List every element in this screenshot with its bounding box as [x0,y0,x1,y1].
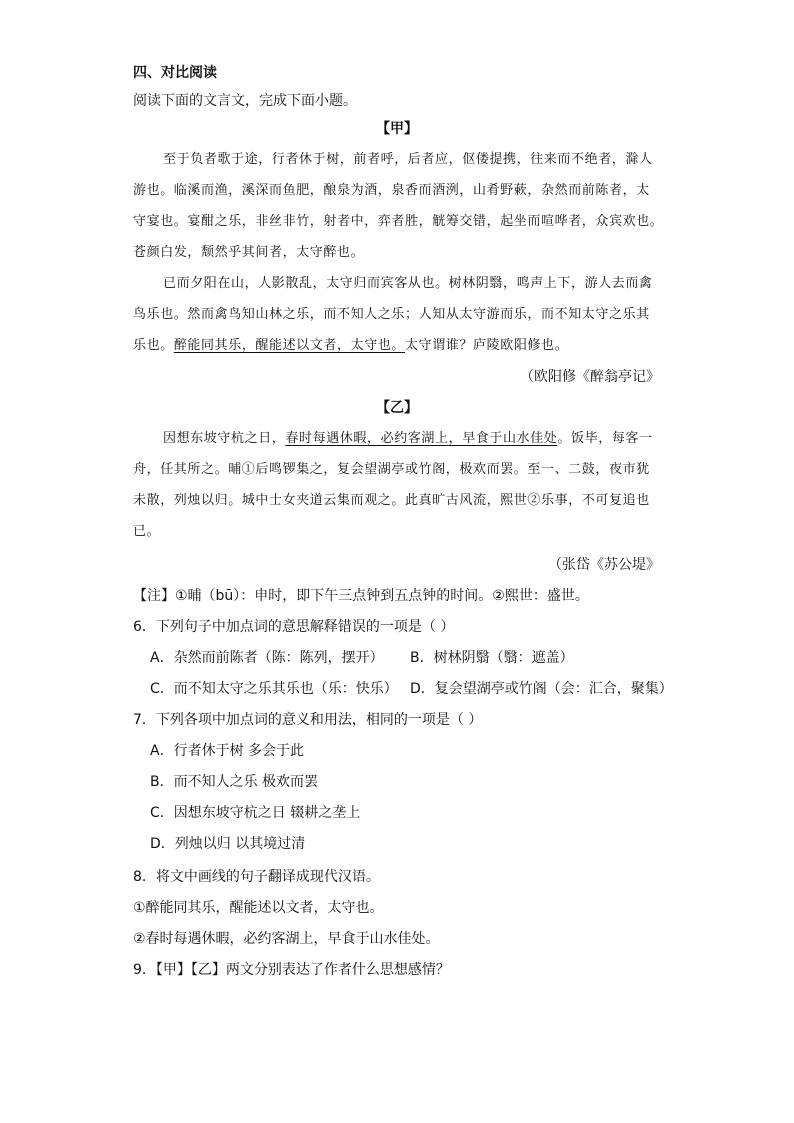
passage-b-text: 因想东坡守杭之日， [163,431,286,446]
passage-a-text: 太守谓谁？庐陵欧阳修也。 [405,338,569,353]
passage-a-line: 守宴也。宴酣之乐，非丝非竹，射者中，弈者胜，觥筹交错，起坐而喧哗者，众宾欢也。 [133,214,664,229]
question-6-option-c: C．而不知太守之乐其乐也（乐：快乐） [150,681,398,697]
passage-a-source: （欧阳修《醉翁亭记》 [520,369,660,385]
passage-b-line: 已。 [133,524,161,539]
underlined-sentence-1: 醉能同其乐，醒能述以文者，太守也。 [173,338,406,353]
section-title: 四、对比阅读 [133,65,217,81]
question-7-option-c: C．因想东坡守杭之日 辍耕之垄上 [150,805,361,821]
passage-b-heading: 【乙】 [376,400,418,416]
passage-a-line: 鸟乐也。然而禽鸟知山林之乐，而不知人之乐；人知从太守游而乐，而不知太守之乐其 [133,307,650,322]
question-7-option-d: D．列烛以归 以其境过清 [150,836,306,852]
question-6-option-d: D．复会望湖亭或竹阁（会：汇合，聚集） [410,681,673,697]
question-7-stem: 7．下列各项中加点词的意义和用法，相同的一项是（ ） [133,712,483,728]
underlined-sentence-2: 春时每遇休暇，必约客湖上，早食于山水佳处 [285,431,558,446]
question-6-stem: 6．下列句子中加点词的意思解释错误的一项是（ ） [133,619,455,635]
annotation-note: 【注】①晡（bū）：申时，即下午三点钟到五点钟的时间。②熙世：盛世。 [133,588,589,604]
passage-b-line: 舟，任其所之。晡①后鸣锣集之，复会望湖亭或竹阁，极欢而罢。至一、二鼓，夜市犹 [133,462,650,477]
question-7-option-b: B．而不知人之乐 极欢而罢 [150,774,319,790]
passage-a-text: 乐也。 [133,338,174,353]
passage-b-line: 未散，列烛以归。城中士女夹道云集而观之。此真旷古风流，熙世②乐事，不可复追也 [133,493,650,508]
question-8-sentence-1: ①醉能同其乐，醒能述以文者，太守也。 [133,900,384,916]
reading-instruction: 阅读下面的文言文，完成下面小题。 [133,93,357,109]
passage-a-heading: 【甲】 [376,121,418,137]
passage-a-line: 游也。临溪而渔，溪深而鱼肥，酿泉为酒，泉香而酒洌，山肴野蔌，杂然而前陈者，太 [133,183,650,198]
passage-a-last-line [133,336,568,356]
passage-a-line: 苍颜白发，颓然乎其间者，太守醉也。 [133,245,365,260]
question-6-option-b: B．树林阴翳（翳：遮盖） [410,650,574,666]
passage-a-line: 至于负者歌于途，行者休于树，前者呼，后者应，伛偻提携，往来而不绝者，滁人 [163,152,653,167]
question-7-option-a: A．行者休于树 多会于此 [150,743,305,759]
question-8-sentence-2: ②春时每遇休暇，必约客湖上，早食于山水佳处。 [133,931,440,947]
question-9-stem: 9．【甲】【乙】两文分别表达了作者什么思想感情？ [133,962,450,978]
question-6-option-a: A．杂然而前陈者（陈：陈列，摆开） [150,650,384,666]
passage-b-first-line [163,429,653,449]
question-8-stem: 8．将文中画线的句子翻译成现代汉语。 [133,869,380,885]
passage-a-line: 已而夕阳在山，人影散乱，太守归而宾客从也。树林阴翳，鸣声上下，游人去而禽 [163,276,653,291]
passage-b-source: （张岱《苏公堤》 [548,557,660,573]
passage-b-text: 。饭毕，每客一 [557,431,653,446]
